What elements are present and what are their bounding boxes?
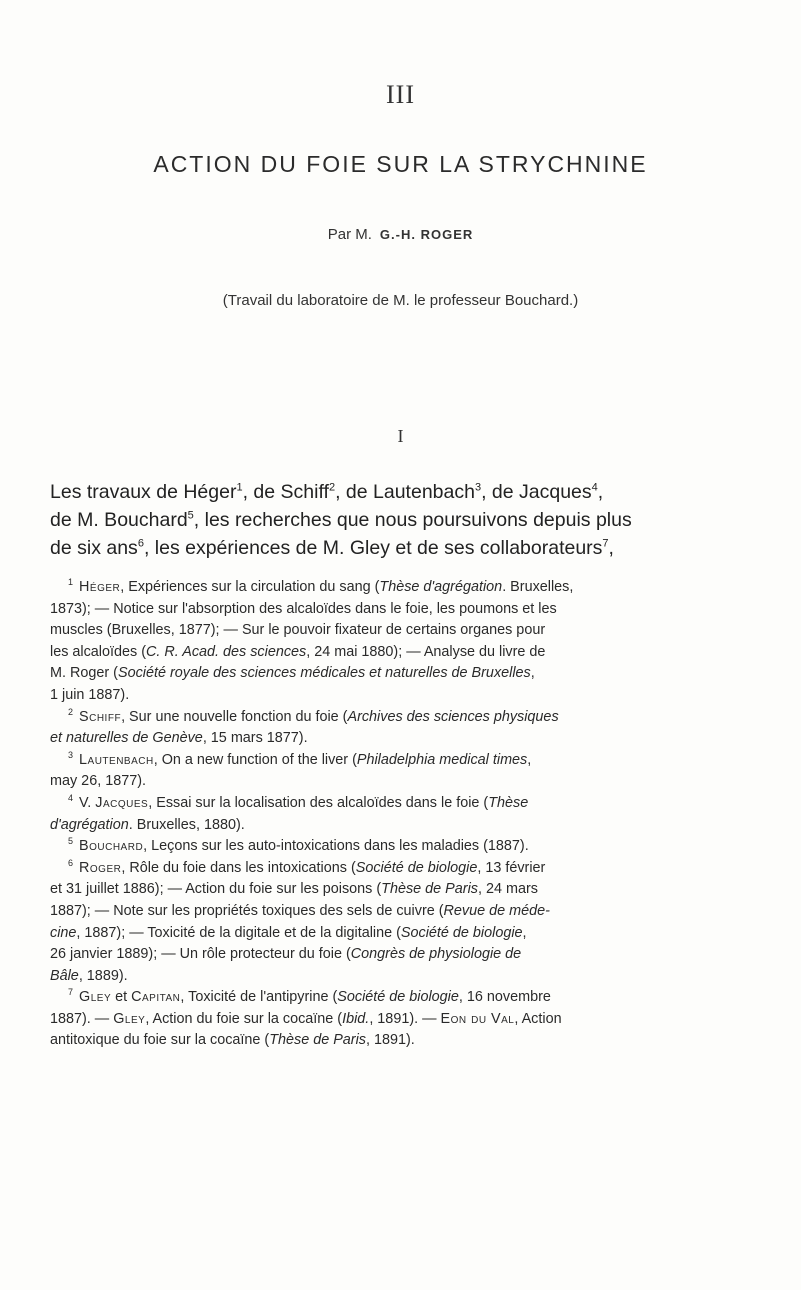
italic-text: C. R. Acad. des sciences [146,643,307,660]
footnote-line [50,599,756,621]
text-run: , 24 mars [477,881,538,898]
author-name-smallcaps: Schiff [79,708,122,725]
footnote-line [50,879,756,901]
text-run: , Rôle du foie dans les intoxications ( [121,859,356,876]
text-run: , 1889). [78,967,128,984]
footnote-line [50,923,756,945]
footnote-reference: 5 [187,509,194,522]
text-run: , [608,537,614,559]
text-run: 1873); — Notice sur l'absorption des alcaloïdes dans le foie, les poumons et les [50,600,557,617]
text-run: , Leçons sur les auto-intoxications dans les maladies (1887). [143,838,529,855]
affiliation-note: (Travail du laboratoire de M. le professeur Bouchard.) [222,292,579,309]
text-run: Les travaux de Héger [50,481,237,503]
footnote-line [50,577,756,599]
text-run: et [111,989,132,1006]
text-run: , de Jacques [481,481,592,503]
author-name-smallcaps: Eon du Val [440,1010,515,1027]
italic-text: cine [50,924,77,941]
footnote-reference: 3 [474,481,482,494]
italic-text: Société de biologie [337,989,459,1006]
footnote-line [50,642,756,664]
author-prefix: Par M. [327,226,372,243]
footnote-line [50,858,756,880]
text-run: , 1891). [366,1032,415,1049]
text-run: , de Lautenbach [335,481,475,503]
body-line [50,534,756,562]
footnote-reference: 4 [591,481,598,494]
text-run: , 15 mars 1877). [202,730,308,747]
italic-text: et naturelles de Genève [50,730,203,747]
footnote [50,577,756,707]
text-run: , Expériences sur la circulation du sang ( [120,579,380,595]
text-run: may 26, 1877). [50,773,146,790]
footnote-line [50,620,756,642]
footnote [50,793,756,836]
footnote [50,858,756,988]
text-run: , Toxicité de l'antipyrine ( [180,989,338,1006]
text-run: 26 janvier 1889); — Un rôle protecteur du foie ( [50,946,351,963]
footnote-reference: 7 [602,537,609,550]
footnote [50,836,756,858]
footnote-line [50,836,756,858]
body-paragraph [50,478,756,562]
text-run: antitoxique du foie sur la cocaïne ( [50,1032,270,1049]
footnote [50,707,756,750]
italic-text: Bâle [50,967,79,984]
text-run: , 1891). — [369,1010,441,1027]
footnote-line [50,944,756,966]
text-run: 1 juin 1887). [50,686,130,703]
italic-text: Archives des sciences physiques [347,708,559,725]
author-name-smallcaps: Héger [79,579,121,595]
footnote-line [50,1009,756,1031]
italic-text: d'agrégation [50,816,129,833]
text-run: , les expériences de M. Gley et de ses collaborateurs [143,537,603,559]
author-name-smallcaps: Jacques [95,794,149,811]
italic-text: Ibid. [342,1010,370,1027]
italic-text: Congrès de physiologie de [350,946,522,963]
footnote-reference: 1 [236,481,243,494]
footnote-marker: 5 [68,836,74,847]
footnote-line [50,1030,756,1052]
text-run: , [597,481,604,503]
author-name-smallcaps: Gley [79,989,112,1006]
chapter-number: III [386,80,415,109]
footnote-line [50,685,756,707]
text-run: . Bruxelles, [502,579,574,595]
footnote-marker: 3 [68,749,74,760]
italic-text: Société de biologie [400,924,523,941]
text-run: , les recherches que nous poursuivons depuis plus [193,509,632,531]
footnote-reference: 6 [137,537,144,550]
footnote [50,987,756,1052]
text-run: muscles (Bruxelles, 1877); — Sur le pouvoir fixateur de certains organes pour [50,622,546,639]
text-run: 1887); — Note sur les propriétés toxiques des sels de cuivre ( [50,902,444,919]
author-name-smallcaps: Lautenbach [79,751,154,768]
text-run: , [530,665,535,682]
section-number: I [397,426,404,446]
body-line [50,478,756,506]
text-run: , Action [514,1010,562,1027]
text-run: , 24 mai 1880); — Analyse du livre de [306,643,546,660]
footnote-marker: 2 [68,706,74,717]
text-run: V. [79,794,96,811]
author-name: G.-H. ROGER [379,227,474,242]
italic-text: Revue de méde- [443,902,550,919]
footnote-line [50,901,756,923]
text-run: , Sur une nouvelle fonction du foie ( [121,708,348,725]
footnote-reference: 2 [328,481,336,494]
italic-text: Thèse d'agrégation [379,579,503,595]
author-name-smallcaps: Capitan [131,989,181,1006]
italic-text: Société de biologie [355,859,478,876]
footnote-marker: 1 [68,577,74,588]
footnote-line [50,771,756,793]
text-run: , de Schiff [242,481,329,503]
text-run: , 16 novembre [458,989,551,1006]
footnote-line [50,966,756,988]
text-run: , 13 février [477,859,546,876]
author-name-smallcaps: Bouchard [79,838,144,855]
text-run: de six ans [50,537,138,559]
footnote-line [50,728,756,750]
text-run: , Action du foie sur la cocaïne ( [145,1010,343,1027]
footnote-line [50,663,756,685]
italic-text: Thèse de Paris [381,881,478,898]
footnote-line [50,793,756,815]
author-name-smallcaps: Roger [79,859,122,876]
footnote-marker: 6 [68,857,74,868]
footnote-line [50,987,756,1009]
text-run: M. Roger ( [50,665,118,682]
text-run: . Bruxelles, 1880). [128,816,245,833]
footnote-marker: 4 [68,793,74,804]
article-title: ACTION DU FOIE SUR LA STRYCHNINE [153,151,648,177]
author-name-smallcaps: Gley [113,1010,146,1027]
text-run: , [527,751,532,768]
footnote-line [50,750,756,772]
byline [0,226,801,243]
footnote-line [50,815,756,837]
text-run: , [522,924,527,941]
text-run: et 31 juillet 1886); — Action du foie sur les poisons ( [50,881,382,898]
italic-text: Philadelphia medical times [356,751,528,768]
footnote-marker: 7 [68,987,74,998]
text-run: , 1887); — Toxicité de la digitale et de la digitaline ( [76,924,401,941]
footnote-line [50,707,756,729]
body-line [50,506,756,534]
text-run: , Essai sur la localisation des alcaloïdes dans le foie ( [148,794,489,811]
italic-text: Thèse de Paris [269,1032,366,1049]
italic-text: Société royale des sciences médicales et naturelles de Bruxelles [117,665,531,682]
italic-text: Thèse [488,794,529,811]
text-run: 1887). — [50,1010,114,1027]
text-run: les alcaloïdes ( [50,643,146,660]
text-run: de M. Bouchard [50,509,188,531]
footnotes [50,577,756,1052]
text-run: , On a new function of the liver ( [153,751,357,768]
footnote [50,750,756,793]
